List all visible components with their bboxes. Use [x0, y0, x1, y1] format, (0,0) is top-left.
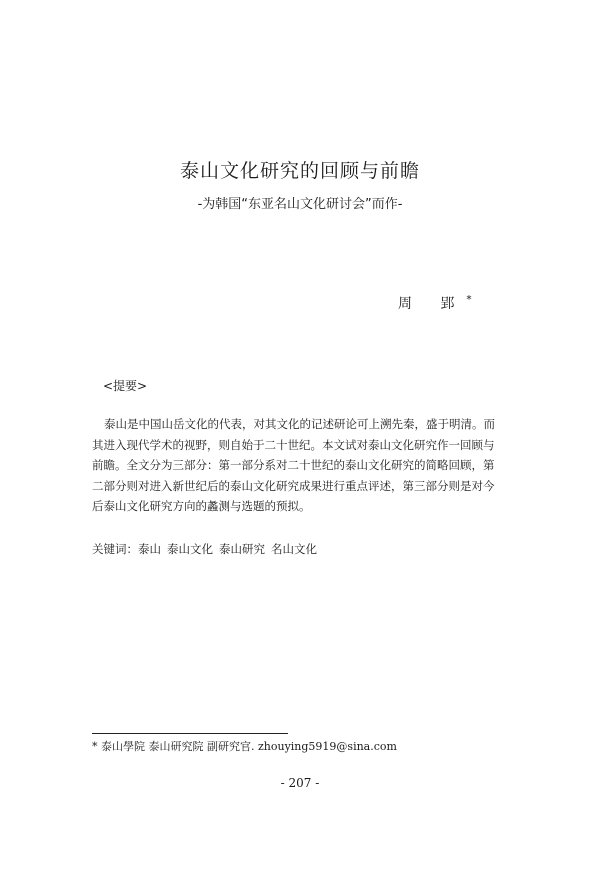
keywords	[92, 541, 323, 557]
abstract-line: 二部分则对进入新世纪后的泰山文化研究成果进行重点评述，第三部分则是对今	[92, 478, 495, 493]
keywords-label: 关键词：	[92, 542, 138, 556]
footnote-divider	[92, 733, 288, 734]
abstract-heading: <提要>	[103, 379, 148, 393]
keyword: 名山文化	[271, 542, 317, 556]
author-line	[398, 294, 471, 314]
keyword: 泰山	[138, 542, 161, 556]
page-number: - 207 -	[280, 776, 320, 790]
author-footnote-mark: *	[466, 294, 472, 306]
paper-subtitle: -为韩国“东亚名山文化研讨会”而作-	[197, 197, 403, 212]
keyword: 泰山研究	[219, 542, 265, 556]
abstract-line: 泰山是中国山岳文化的代表，对其文化的记述研论可上溯先秦，盛于明清。而	[104, 417, 495, 431]
abstract-line: 后泰山文化研究方向的蠡测与选题的预拟。	[92, 499, 311, 514]
abstract-line: 前瞻。全文分为三部分：第一部分系对二十世纪的泰山文化研究的简略回顾，第	[92, 458, 495, 473]
abstract-body	[92, 414, 522, 517]
author-footnote: * 泰山學院 泰山研究院 副研究官. zhouying5919@sina.com	[92, 740, 397, 753]
abstract-line: 其进入现代学术的视野，则自始于二十世纪。本文试对泰山文化研究作一回顾与	[92, 437, 495, 452]
paper-title: 泰山文化研究的回顾与前瞻	[179, 160, 420, 182]
keyword: 泰山文化	[167, 542, 213, 556]
author-name: 周 郢	[398, 296, 467, 312]
